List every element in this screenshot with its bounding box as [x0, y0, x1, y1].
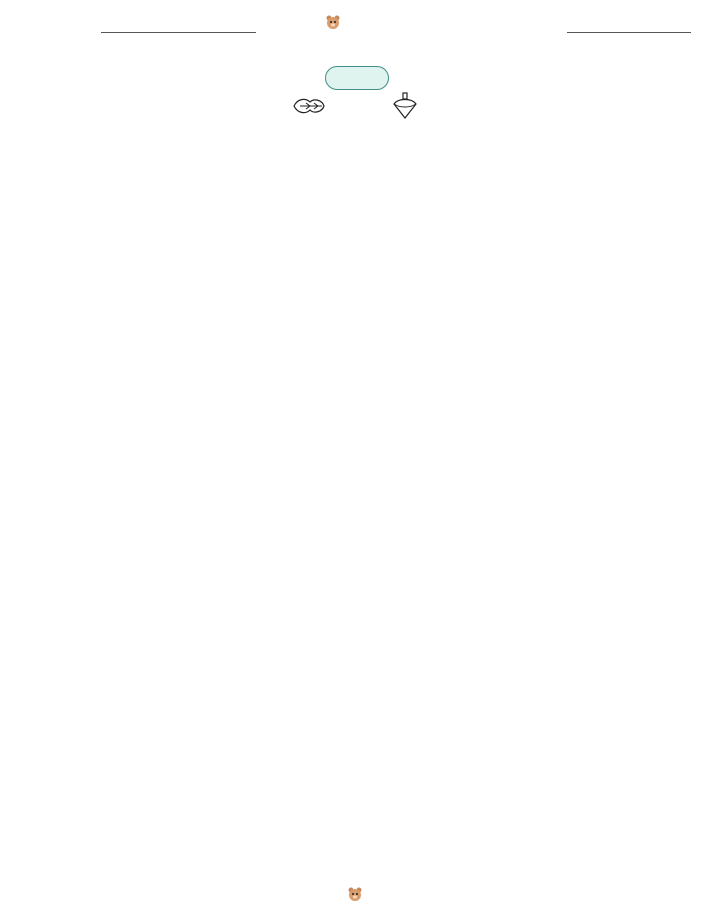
date-line[interactable] — [567, 32, 691, 33]
brand-logo — [325, 14, 345, 30]
bear-logo-icon — [325, 14, 341, 30]
activity-badge — [325, 66, 389, 90]
name-line[interactable] — [101, 32, 256, 33]
bear-logo-icon — [347, 886, 363, 902]
spinning-top-icon — [392, 92, 418, 120]
footer — [0, 886, 714, 902]
leaf-icon — [292, 96, 326, 116]
